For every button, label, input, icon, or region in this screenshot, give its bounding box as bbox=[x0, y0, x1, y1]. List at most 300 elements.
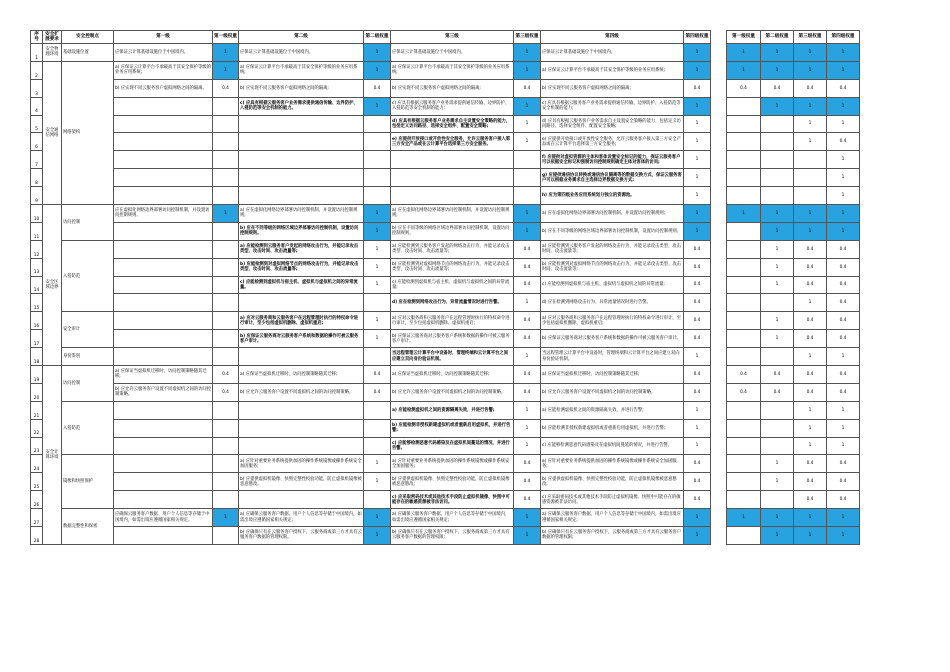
summary-weight-level-4: 1 bbox=[827, 61, 860, 79]
level-1-requirement bbox=[114, 455, 213, 473]
summary-weight-level-1: 1 bbox=[727, 509, 761, 527]
summary-weight-level-1 bbox=[727, 222, 761, 240]
level-1-requirement: a) 应保证当虚拟机迁移时，访问控制策略随其迁移; bbox=[114, 366, 213, 384]
summary-weight-level-2: 1 bbox=[761, 222, 794, 240]
header-level-3: 第三级 bbox=[391, 31, 514, 44]
table-row bbox=[31, 276, 711, 294]
level-4-weight: 0.4 bbox=[684, 276, 711, 294]
row-index: 17 bbox=[31, 330, 43, 348]
level-3-requirement: a) 应确保云服务客户数据、用户个人信息等存储于中国境内，如需出境应遵循国家相关规定; bbox=[391, 509, 514, 527]
summary-weight-level-4: 1 bbox=[827, 348, 860, 366]
row-index: 18 bbox=[31, 348, 43, 366]
level-3-requirement: b) 应在不同等级的网络区域边界部署访问控制机制，设置访问控制规则。 bbox=[391, 222, 514, 240]
summary-row bbox=[727, 151, 860, 169]
level-3-requirement: 当远程管理云计算平台中设备时，管理终端和云计算平台之间应建立双向身份验证机制。 bbox=[391, 348, 514, 366]
level-4-requirement: b) 应能检测非授权新建虚拟机或者重新启用虚拟机，并进行告警; bbox=[541, 419, 684, 437]
level-2-requirement bbox=[239, 419, 364, 437]
level-4-requirement: f) 应提供对虚拟资源的主体和客体设置安全标记的能力，保证云服务客户可以依据安全标记和强制访问控制规则确定主体对客体的访问; bbox=[541, 151, 684, 169]
level-4-requirement: a) 应确保云服务客户数据、用户个人信息等存储于中国境内，如需出境应遵循国家相关规定; bbox=[541, 509, 684, 527]
table-row bbox=[31, 455, 711, 473]
row-index: 23 bbox=[31, 437, 43, 455]
level-1-requirement bbox=[114, 240, 213, 258]
summary-weight-level-1: 0.4 bbox=[727, 383, 761, 401]
level-2-requirement bbox=[239, 437, 364, 455]
header-level-4: 第四级 bbox=[541, 31, 684, 44]
summary-weight-level-3: 0.4 bbox=[794, 79, 827, 97]
table-row bbox=[31, 330, 711, 348]
row-index: 26 bbox=[31, 491, 43, 509]
level-4-requirement: b) 应确保只有在云服务客户授权下，云服务商或第三方才具有云服务客户数据的管理权限; bbox=[541, 527, 684, 545]
summary-weight-level-3: 0.4 bbox=[794, 276, 827, 294]
level-1-requirement: b) 应实现不同云服务客户虚拟网络之间的隔离。 bbox=[114, 79, 213, 97]
summary-weight-level-4: 0.4 bbox=[827, 383, 860, 401]
table-row bbox=[31, 97, 711, 115]
level-2-weight bbox=[364, 294, 391, 312]
level-3-requirement: c) 应能够检测恶意代码感染及在虚拟机间蔓延的情况，并进行告警。 bbox=[391, 437, 514, 455]
level-2-requirement: 应保证云计算基础设施位于中国境内。 bbox=[239, 44, 364, 62]
summary-row bbox=[727, 330, 860, 348]
level-3-weight: 1 bbox=[514, 419, 541, 437]
level-3-requirement: 应保证云计算基础设施位于中国境内。 bbox=[391, 44, 514, 62]
summary-weight-level-4: 0.4 bbox=[827, 133, 860, 151]
header-level-2: 第二级 bbox=[239, 31, 364, 44]
summary-weight-level-2 bbox=[761, 401, 794, 419]
level-3-weight: 1 bbox=[514, 509, 541, 527]
summary-weight-level-1 bbox=[727, 258, 761, 276]
row-index: 13 bbox=[31, 258, 43, 276]
summary-weight-level-2 bbox=[761, 115, 794, 133]
summary-weight-level-3: 0.4 bbox=[794, 383, 827, 401]
level-2-requirement bbox=[239, 133, 364, 151]
level-3-weight: 1 bbox=[514, 115, 541, 133]
table-row bbox=[31, 187, 711, 205]
header-control-point: 安全控制点 bbox=[62, 31, 114, 44]
level-2-requirement bbox=[239, 348, 364, 366]
summary-row bbox=[727, 240, 860, 258]
summary-weight-level-3 bbox=[794, 169, 827, 187]
level-2-requirement: a) 应针对重要业务系统提供加固的操作系统镜像或操作系统安全加固服务; bbox=[239, 455, 364, 473]
summary-row bbox=[727, 61, 860, 79]
table-row bbox=[31, 169, 711, 187]
level-3-weight: 0.4 bbox=[514, 473, 541, 491]
level-4-requirement: e) 应提供开放接口或开放性安全服务，允许云服务客户接入第三方安全产品或在云计算平台选择第三方安全服务; bbox=[541, 133, 684, 151]
row-index: 6 bbox=[31, 133, 43, 151]
summary-weight-level-3: 1 bbox=[794, 44, 827, 62]
level-3-weight bbox=[514, 169, 541, 187]
summary-weight-level-4: 1 bbox=[827, 222, 860, 240]
table-row bbox=[31, 79, 711, 97]
summary-weight-level-4: 1 bbox=[827, 509, 860, 527]
level-2-weight: 0.4 bbox=[364, 79, 391, 97]
summary-weight-level-3: 0.4 bbox=[794, 491, 827, 509]
level-4-requirement: a) 应针对重要业务系统提供加固的操作系统镜像或操作系统安全加固服务; bbox=[541, 455, 684, 473]
level-2-weight: 1 bbox=[364, 330, 391, 348]
level-4-weight: 1 bbox=[684, 115, 711, 133]
table-row bbox=[31, 258, 711, 276]
summary-weight-level-1: 1 bbox=[727, 61, 761, 79]
summary-weight-level-3: 1 bbox=[794, 294, 827, 312]
summary-header-row bbox=[727, 31, 860, 44]
summary-weight-level-4: 0.4 bbox=[827, 473, 860, 491]
summary-weight-level-3: 1 bbox=[794, 509, 827, 527]
level-1-weight bbox=[213, 491, 239, 509]
summary-weight-level-2 bbox=[761, 187, 794, 205]
level-4-requirement: a) 应能检测到云服务客户发起的网络攻击行为，并能记录攻击类型、攻击时间、攻击流量等; bbox=[541, 240, 684, 258]
header-index: 序号 bbox=[31, 31, 43, 44]
level-3-weight: 1 bbox=[514, 527, 541, 545]
level-4-weight: 1 bbox=[684, 97, 711, 115]
row-index: 12 bbox=[31, 240, 43, 258]
level-1-weight bbox=[213, 240, 239, 258]
level-4-weight: 0.4 bbox=[684, 79, 711, 97]
level-2-requirement: a) 应保证当虚拟机迁移时，访问控制策略随其迁移; bbox=[239, 366, 364, 384]
summary-row bbox=[727, 169, 860, 187]
level-2-weight: 1 bbox=[364, 61, 391, 79]
level-3-requirement: d) 应在检测到网络攻击行为、异常流量情况时进行告警。 bbox=[391, 294, 514, 312]
level-1-requirement bbox=[114, 151, 213, 169]
control-point-cell: 基础设施位置 bbox=[62, 44, 114, 62]
level-1-weight bbox=[213, 169, 239, 187]
summary-row bbox=[727, 312, 860, 330]
control-point-cell: 身份鉴别 bbox=[62, 348, 114, 366]
level-4-requirement: b) 应允许云服务客户设置不同虚拟机之间的访问控制策略。 bbox=[541, 383, 684, 401]
level-2-weight: 1 bbox=[364, 312, 391, 330]
table-row bbox=[31, 222, 711, 240]
summary-weight-level-2: 1 bbox=[761, 509, 794, 527]
table-row bbox=[31, 133, 711, 151]
summary-weight-level-4: 1 bbox=[827, 437, 860, 455]
header-weight-3: 第三级权重 bbox=[514, 31, 541, 44]
summary-weight-level-3: 0.4 bbox=[794, 258, 827, 276]
summary-weight-level-4: 0.4 bbox=[827, 455, 860, 473]
summary-weight-level-3: 1 bbox=[794, 419, 827, 437]
level-3-requirement: a) 应能检测到云服务客户发起的网络攻击行为，并能记录攻击类型、攻击时间、攻击流量等; bbox=[391, 240, 514, 258]
summary-weight-level-4: 1 bbox=[827, 44, 860, 62]
level-2-requirement: b) 应能检测到对虚拟网络节点的网络攻击行为，并能记录攻击类型、攻击时间、攻击流量等; bbox=[239, 258, 364, 276]
level-2-weight: 1 bbox=[364, 276, 391, 294]
level-1-requirement bbox=[114, 437, 213, 455]
level-4-requirement: 应保证云计算基础设施位于中国境内。 bbox=[541, 44, 684, 62]
level-4-requirement: h) 应为第四级业务应用系统划分独立的资源池。 bbox=[541, 187, 684, 205]
row-index: 21 bbox=[31, 401, 43, 419]
level-1-weight bbox=[213, 276, 239, 294]
level-1-requirement: 应在虚拟化网络边界部署访问控制机制，并设置访问控制规则。 bbox=[114, 205, 213, 223]
level-2-weight: 1 bbox=[364, 240, 391, 258]
summary-weight-level-3: 0.4 bbox=[794, 473, 827, 491]
level-2-weight: 1 bbox=[364, 222, 391, 240]
summary-weight-level-2: 1 bbox=[761, 527, 794, 545]
summary-weight-level-2: 1 bbox=[761, 44, 794, 62]
level-2-weight bbox=[364, 401, 391, 419]
level-1-requirement bbox=[114, 97, 213, 115]
summary-row bbox=[727, 527, 860, 545]
summary-row bbox=[727, 383, 860, 401]
level-2-weight: 1 bbox=[364, 509, 391, 527]
level-1-requirement: 应保证云计算基础设施位于中国境内。 bbox=[114, 44, 213, 62]
level-2-weight: 1 bbox=[364, 258, 391, 276]
level-1-requirement: a) 应保证云计算平台不承载高于其安全保护等级的业务应用系统; bbox=[114, 61, 213, 79]
level-1-weight bbox=[213, 133, 239, 151]
category-cell: 安全通信网络 bbox=[43, 61, 62, 204]
table-row bbox=[31, 491, 711, 509]
level-1-weight bbox=[213, 330, 239, 348]
summary-weight-level-2 bbox=[761, 437, 794, 455]
level-4-requirement: b) 应能检测到对虚拟网络节点的网络攻击行为，并能记录攻击类型、攻击时间、攻击流量等; bbox=[541, 258, 684, 276]
level-1-weight bbox=[213, 151, 239, 169]
level-3-requirement: b) 应能检测非授权新建虚拟机或者重新启用虚拟机，并进行告警; bbox=[391, 419, 514, 437]
summary-weight-level-4: 1 bbox=[827, 169, 860, 187]
level-4-weight: 1 bbox=[684, 437, 711, 455]
summary-weight-level-2: 1 bbox=[761, 258, 794, 276]
level-3-weight: 1 bbox=[514, 401, 541, 419]
level-1-weight bbox=[213, 473, 239, 491]
level-4-requirement: b) 应实现不同云服务客户虚拟网络之间的隔离; bbox=[541, 79, 684, 97]
summary-weight-level-2: 1 bbox=[761, 473, 794, 491]
summary-weight-level-3: 0.4 bbox=[794, 366, 827, 384]
summary-weight-level-2: 0.4 bbox=[761, 79, 794, 97]
level-3-requirement: c) 应具有根据云服务客户业务需求提供通信传输、边界防护、入侵防范等安全机制的能力; bbox=[391, 97, 514, 115]
summary-weight-level-4: 0.4 bbox=[827, 491, 860, 509]
level-1-weight bbox=[213, 437, 239, 455]
level-1-requirement bbox=[114, 491, 213, 509]
level-1-weight bbox=[213, 294, 239, 312]
summary-row bbox=[727, 133, 860, 151]
level-2-weight bbox=[364, 133, 391, 151]
level-3-requirement: b) 应允许云服务客户设置不同虚拟机之间的访问控制策略。 bbox=[391, 383, 514, 401]
table-row bbox=[31, 115, 711, 133]
level-3-requirement: a) 应针对重要业务系统提供加固的操作系统镜像或操作系统安全加固服务; bbox=[391, 455, 514, 473]
summary-weight-level-1 bbox=[727, 133, 761, 151]
summary-weight-level-1 bbox=[727, 115, 761, 133]
level-3-weight bbox=[514, 151, 541, 169]
summary-weight-level-2: 0.4 bbox=[761, 383, 794, 401]
level-2-requirement bbox=[239, 115, 364, 133]
control-point-cell: 访问控制 bbox=[62, 205, 114, 241]
level-2-weight: 1 bbox=[364, 44, 391, 62]
level-1-weight bbox=[213, 419, 239, 437]
level-1-requirement bbox=[114, 419, 213, 437]
summary-weight-level-2 bbox=[761, 491, 794, 509]
level-2-requirement: a) 应能检测到云服务客户发起的网络攻击行为，并能记录攻击类型、攻击时间、攻击流量等; bbox=[239, 240, 364, 258]
level-4-weight: 1 bbox=[684, 527, 711, 545]
level-3-requirement: b) 应能检测到对虚拟网络节点的网络攻击行为，并能记录攻击类型、攻击时间、攻击流量等; bbox=[391, 258, 514, 276]
table-row bbox=[31, 419, 711, 437]
level-4-requirement: g) 应提供通信协议转换或通信协议隔离等的数据交换方式，保证云服务客户可以根据业务需求自主选择边界数据交换方式; bbox=[541, 169, 684, 187]
summary-weight-level-3 bbox=[794, 151, 827, 169]
row-index: 27 bbox=[31, 509, 43, 527]
row-index: 8 bbox=[31, 169, 43, 187]
summary-row bbox=[727, 276, 860, 294]
category-cell: 安全区域边界 bbox=[43, 205, 62, 366]
level-2-weight bbox=[364, 151, 391, 169]
row-index: 11 bbox=[31, 222, 43, 240]
level-3-requirement: c) 应能检测到虚拟机与宿主机、虚拟机与虚拟机之间的异常流量; bbox=[391, 276, 514, 294]
level-4-weight: 0.4 bbox=[684, 473, 711, 491]
level-1-weight: 1 bbox=[213, 44, 239, 62]
level-4-requirement: a) 应保证云计算平台不承载高于其安全保护等级的业务应用系统; bbox=[541, 61, 684, 79]
table-row bbox=[31, 509, 711, 527]
level-2-requirement bbox=[239, 294, 364, 312]
level-2-requirement: c) 应能检测到虚拟机与宿主机、虚拟机与虚拟机之间的异常流量。 bbox=[239, 276, 364, 294]
level-3-requirement: b) 应实现不同云服务客户虚拟网络之间的隔离; bbox=[391, 79, 514, 97]
category-cell: 安全物理环境 bbox=[43, 44, 62, 62]
level-1-requirement bbox=[114, 115, 213, 133]
row-index: 2 bbox=[31, 61, 43, 79]
level-4-requirement: a) 应保证当虚拟机迁移时，访问控制策略随其迁移; bbox=[541, 366, 684, 384]
summary-header-level-1: 第一级权重 bbox=[727, 31, 761, 44]
row-index: 16 bbox=[31, 312, 43, 330]
level-3-weight: 1 bbox=[514, 205, 541, 223]
level-1-weight: 1 bbox=[213, 205, 239, 223]
level-4-weight: 1 bbox=[684, 44, 711, 62]
level-2-weight bbox=[364, 187, 391, 205]
table-row bbox=[31, 401, 711, 419]
summary-weight-level-3: 1 bbox=[794, 133, 827, 151]
summary-weight-level-4: 0.4 bbox=[827, 312, 860, 330]
summary-weight-level-2 bbox=[761, 294, 794, 312]
level-3-requirement: d) 应具有根据云服务客户业务需求自主设置安全策略的能力，包括定义访问路径、选择安全组件、配置安全策略; bbox=[391, 115, 514, 133]
level-1-requirement bbox=[114, 348, 213, 366]
level-3-weight: 1 bbox=[514, 61, 541, 79]
level-3-weight: 1 bbox=[514, 44, 541, 62]
level-2-requirement: b) 应实现不同云服务客户虚拟网络之间的隔离; bbox=[239, 79, 364, 97]
row-index: 22 bbox=[31, 419, 43, 437]
summary-weight-level-1 bbox=[727, 240, 761, 258]
level-1-weight bbox=[213, 401, 239, 419]
level-3-requirement: b) 应保证云服务商对云服务客户系统和数据的操作可被云服务客户审计。 bbox=[391, 330, 514, 348]
level-4-requirement: c) 应能够检测恶意代码感染及在虚拟机间蔓延的情况，并进行告警。 bbox=[541, 437, 684, 455]
row-index: 14 bbox=[31, 276, 43, 294]
summary-weight-level-4: 1 bbox=[827, 205, 860, 223]
weight-table-wrapper bbox=[30, 30, 711, 545]
level-1-requirement: b) 应允许云服务客户设置不同虚拟机之间的访问控制策略。 bbox=[114, 383, 213, 401]
summary-row bbox=[727, 473, 860, 491]
row-index: 5 bbox=[31, 115, 43, 133]
level-1-weight: 1 bbox=[213, 509, 239, 527]
summary-header-level-3: 第三级权重 bbox=[794, 31, 827, 44]
summary-row bbox=[727, 79, 860, 97]
level-4-weight: 0.4 bbox=[684, 366, 711, 384]
summary-weight-level-2 bbox=[761, 169, 794, 187]
summary-weight-level-1 bbox=[727, 491, 761, 509]
level-3-weight: 0.4 bbox=[514, 455, 541, 473]
summary-weight-level-1 bbox=[727, 97, 761, 115]
summary-header-level-2: 第二级权重 bbox=[761, 31, 794, 44]
table-row bbox=[31, 348, 711, 366]
table-row bbox=[31, 383, 711, 401]
level-3-requirement: a) 应能检测虚拟机之间的资源隔离失效，并进行告警; bbox=[391, 401, 514, 419]
header-level-1: 第一级 bbox=[114, 31, 213, 44]
level-4-requirement: b) 应提供虚拟机镜像、快照完整性校验功能，防止虚拟机镜像被恶意篡改; bbox=[541, 473, 684, 491]
summary-row bbox=[727, 205, 860, 223]
level-2-requirement bbox=[239, 187, 364, 205]
level-3-requirement bbox=[391, 187, 514, 205]
summary-weight-level-4: 0.4 bbox=[827, 258, 860, 276]
level-4-requirement: c) 应采取密码技术或其他技术手段防止虚拟机镜像、快照中可能存在的敏感资源被非法访问。 bbox=[541, 491, 684, 509]
level-4-requirement: b) 应保证云服务商对云服务客户系统和数据的操作可被云服务客户审计。 bbox=[541, 330, 684, 348]
summary-weight-level-2 bbox=[761, 419, 794, 437]
summary-weight-level-4: 0.4 bbox=[827, 330, 860, 348]
level-3-weight: 0.4 bbox=[514, 240, 541, 258]
level-2-requirement: c) 应具有根据云服务客户业务需求提供通信传输、边界防护、入侵防范等安全机制的能力。 bbox=[239, 97, 364, 115]
row-index: 4 bbox=[31, 97, 43, 115]
level-4-weight: 1 bbox=[684, 401, 711, 419]
level-1-requirement bbox=[114, 294, 213, 312]
summary-row bbox=[727, 258, 860, 276]
level-4-requirement: a) 应对云服务商和云服务客户在远程管理时执行的特权命令进行审计，至少包括虚拟机删除、虚拟机重启; bbox=[541, 312, 684, 330]
summary-weight-level-1 bbox=[727, 330, 761, 348]
control-point-cell: 入侵防范 bbox=[62, 401, 114, 455]
summary-weight-level-2: 1 bbox=[761, 330, 794, 348]
level-4-weight: 1 bbox=[684, 169, 711, 187]
summary-weight-level-3: 1 bbox=[794, 401, 827, 419]
summary-weight-level-3: 1 bbox=[794, 97, 827, 115]
level-2-requirement: a) 应在虚拟化网络边界部署访问控制机制，并设置访问控制规则; bbox=[239, 205, 364, 223]
level-2-weight: 1 bbox=[364, 455, 391, 473]
level-1-weight bbox=[213, 222, 239, 240]
summary-weight-level-4: 1 bbox=[827, 97, 860, 115]
level-2-weight: 0.4 bbox=[364, 383, 391, 401]
summary-row bbox=[727, 44, 860, 62]
summary-row bbox=[727, 401, 860, 419]
summary-weight-level-4: 0.4 bbox=[827, 240, 860, 258]
level-1-requirement bbox=[114, 312, 213, 330]
summary-weight-level-4: 1 bbox=[827, 419, 860, 437]
level-3-requirement bbox=[391, 151, 514, 169]
level-3-weight: 1 bbox=[514, 294, 541, 312]
row-index: 19 bbox=[31, 366, 43, 384]
level-3-weight: 0.4 bbox=[514, 491, 541, 509]
table-row bbox=[31, 294, 711, 312]
level-1-weight bbox=[213, 115, 239, 133]
level-4-weight: 0.4 bbox=[684, 330, 711, 348]
summary-weight-level-2: 0.4 bbox=[761, 366, 794, 384]
summary-weight-level-3: 1 bbox=[794, 115, 827, 133]
level-1-weight bbox=[213, 312, 239, 330]
header-weight-4: 第四级权重 bbox=[684, 31, 711, 44]
level-4-requirement: d) 应具有根据云服务客户业务需求自主设置安全策略的能力，包括定义访问路径、选择安全组件、配置安全策略; bbox=[541, 115, 684, 133]
level-2-weight: 1 bbox=[364, 527, 391, 545]
level-4-weight: 1 bbox=[684, 205, 711, 223]
level-4-weight: 1 bbox=[684, 348, 711, 366]
summary-weight-level-3: 0.4 bbox=[794, 330, 827, 348]
row-index: 10 bbox=[31, 205, 43, 223]
category-cell: 安全计算环境 bbox=[43, 366, 62, 545]
level-1-requirement bbox=[114, 133, 213, 151]
level-3-weight: 0.4 bbox=[514, 383, 541, 401]
level-1-requirement bbox=[114, 330, 213, 348]
level-4-requirement: c) 应具有根据云服务客户业务需求提供通信传输、边界防护、入侵防范等安全机制的能力; bbox=[541, 97, 684, 115]
level-2-weight: 1 bbox=[364, 205, 391, 223]
level-2-weight: 0.4 bbox=[364, 366, 391, 384]
level-1-requirement bbox=[114, 187, 213, 205]
level-2-weight bbox=[364, 419, 391, 437]
row-index: 3 bbox=[31, 79, 43, 97]
summary-weight-level-1: 1 bbox=[727, 205, 761, 223]
header-weight-2: 第二级权重 bbox=[364, 31, 391, 44]
level-4-weight: 1 bbox=[684, 61, 711, 79]
level-1-requirement bbox=[114, 222, 213, 240]
summary-weight-level-1 bbox=[727, 437, 761, 455]
summary-weight-level-4: 1 bbox=[827, 401, 860, 419]
level-3-requirement: b) 应确保只有在云服务客户授权下，云服务商或第三方才具有云服务客户数据的管理权限; bbox=[391, 527, 514, 545]
summary-weight-level-2: 1 bbox=[761, 276, 794, 294]
summary-weight-level-1 bbox=[727, 276, 761, 294]
summary-weight-level-4: 1 bbox=[827, 115, 860, 133]
level-2-weight: 1 bbox=[364, 473, 391, 491]
level-4-requirement: a) 应能检测虚拟机之间的资源隔离失效，并进行告警; bbox=[541, 401, 684, 419]
table-row bbox=[31, 312, 711, 330]
